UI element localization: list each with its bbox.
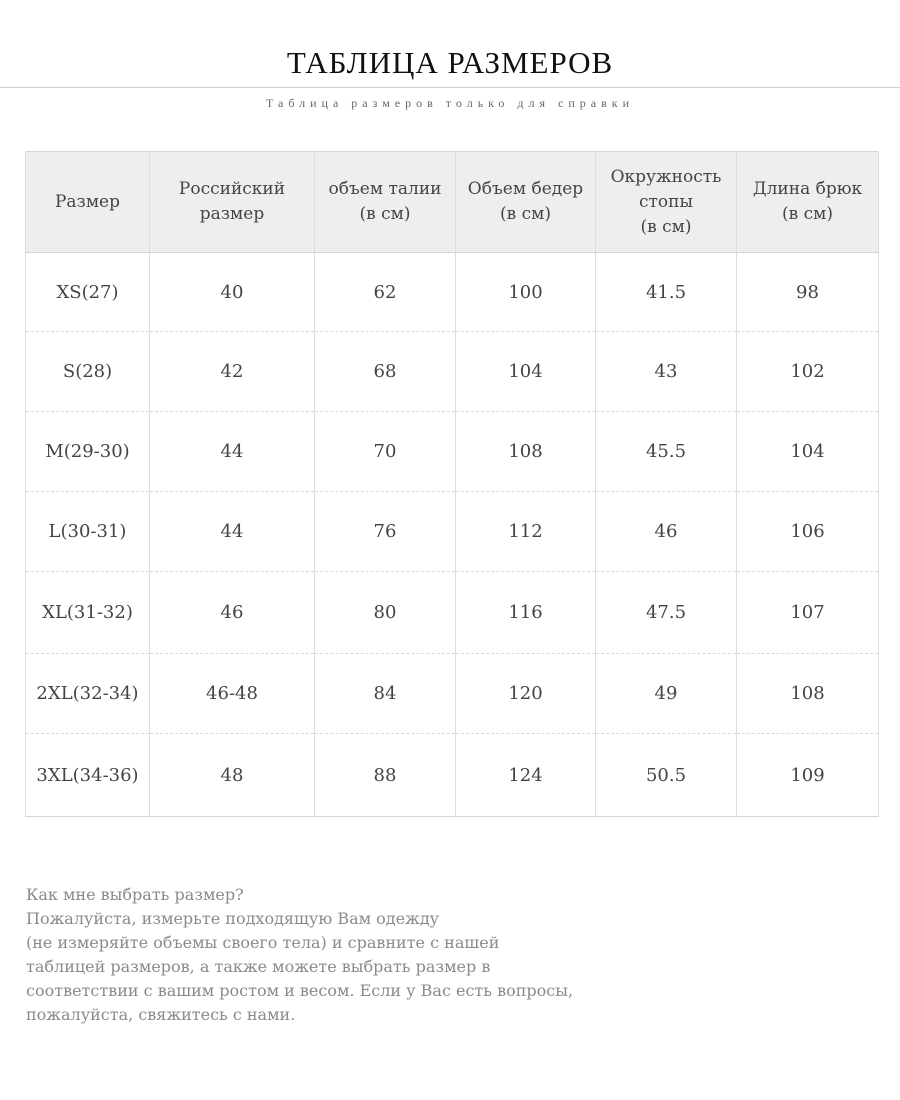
cell-foot: 45.5 xyxy=(596,412,737,492)
cell-length: 102 xyxy=(737,332,879,412)
table-row xyxy=(26,253,879,332)
cell-waist: 62 xyxy=(315,253,456,332)
cell-russian-size: 46-48 xyxy=(150,654,315,734)
cell-hips: 112 xyxy=(456,492,596,572)
cell-length: 109 xyxy=(737,734,879,817)
size-table xyxy=(25,151,879,817)
header-line: Российский xyxy=(178,179,286,199)
table-body xyxy=(26,253,879,817)
note-line: таблицей размеров, а также можете выбрать размер в xyxy=(26,957,491,976)
header-size xyxy=(26,152,150,253)
page-subtitle: Таблица размеров только для справки xyxy=(265,96,635,110)
cell-foot: 50.5 xyxy=(596,734,737,817)
cell-length: 98 xyxy=(737,253,879,332)
note-line: пожалуйста, свяжитесь с нами. xyxy=(26,1005,296,1024)
cell-waist: 70 xyxy=(315,412,456,492)
cell-hips: 116 xyxy=(456,572,596,654)
cell-hips: 124 xyxy=(456,734,596,817)
cell-size: L(30-31) xyxy=(26,492,150,572)
cell-russian-size: 40 xyxy=(150,253,315,332)
cell-russian-size: 48 xyxy=(150,734,315,817)
table-row xyxy=(26,492,879,572)
cell-hips: 108 xyxy=(456,412,596,492)
table-row xyxy=(26,332,879,412)
cell-russian-size: 44 xyxy=(150,492,315,572)
cell-foot: 47.5 xyxy=(596,572,737,654)
cell-russian-size: 46 xyxy=(150,572,315,654)
header-line: Размер xyxy=(54,191,120,212)
header-length xyxy=(737,152,879,253)
note-line: соответствии с вашим ростом и весом. Если у Вас есть вопросы, xyxy=(26,981,574,1000)
note-line: Пожалуйста, измерьте подходящую Вам одежду xyxy=(26,909,440,928)
header-line: размер xyxy=(199,204,265,224)
cell-foot: 43 xyxy=(596,332,737,412)
page-title: ТАБЛИЦА РАЗМЕРОВ xyxy=(286,45,614,80)
cell-waist: 76 xyxy=(315,492,456,572)
cell-waist: 84 xyxy=(315,654,456,734)
table-row xyxy=(26,572,879,654)
header-row xyxy=(26,152,879,253)
cell-size: 2XL(32-34) xyxy=(26,654,150,734)
cell-foot: 46 xyxy=(596,492,737,572)
table-row xyxy=(26,734,879,817)
header-hips xyxy=(456,152,596,253)
cell-hips: 100 xyxy=(456,253,596,332)
header-foot xyxy=(596,152,737,253)
header-line: (в см) xyxy=(782,204,833,224)
header-line: Длина брюк xyxy=(752,179,863,199)
cell-foot: 41.5 xyxy=(596,253,737,332)
size-guide-note xyxy=(26,883,726,1027)
cell-length: 108 xyxy=(737,654,879,734)
cell-size: S(28) xyxy=(26,332,150,412)
table-header xyxy=(26,152,879,253)
header-line: Объем бедер xyxy=(467,179,584,199)
cell-length: 107 xyxy=(737,572,879,654)
header-line: (в см) xyxy=(640,216,692,237)
cell-size: XL(31-32) xyxy=(26,572,150,654)
cell-russian-size: 42 xyxy=(150,332,315,412)
cell-size: M(29-30) xyxy=(26,412,150,492)
note-line: (не измеряйте объемы своего тела) и сравните с нашей xyxy=(26,933,500,952)
cell-hips: 120 xyxy=(456,654,596,734)
table-row xyxy=(26,412,879,492)
cell-hips: 104 xyxy=(456,332,596,412)
header-waist xyxy=(315,152,456,253)
cell-length: 104 xyxy=(737,412,879,492)
cell-size: 3XL(34-36) xyxy=(26,734,150,817)
cell-waist: 68 xyxy=(315,332,456,412)
header-line: стопы xyxy=(638,191,694,212)
cell-foot: 49 xyxy=(596,654,737,734)
title-divider xyxy=(0,87,900,88)
header-line: (в см) xyxy=(359,204,411,224)
cell-waist: 80 xyxy=(315,572,456,654)
header-russian-size xyxy=(150,152,315,253)
table-row xyxy=(26,654,879,734)
header-line: объем талии xyxy=(328,179,442,199)
header-line: Окружность xyxy=(610,166,722,187)
cell-length: 106 xyxy=(737,492,879,572)
cell-russian-size: 44 xyxy=(150,412,315,492)
cell-waist: 88 xyxy=(315,734,456,817)
header-line: (в см) xyxy=(500,204,551,224)
note-line: Как мне выбрать размер? xyxy=(26,885,244,904)
cell-size: XS(27) xyxy=(26,253,150,332)
